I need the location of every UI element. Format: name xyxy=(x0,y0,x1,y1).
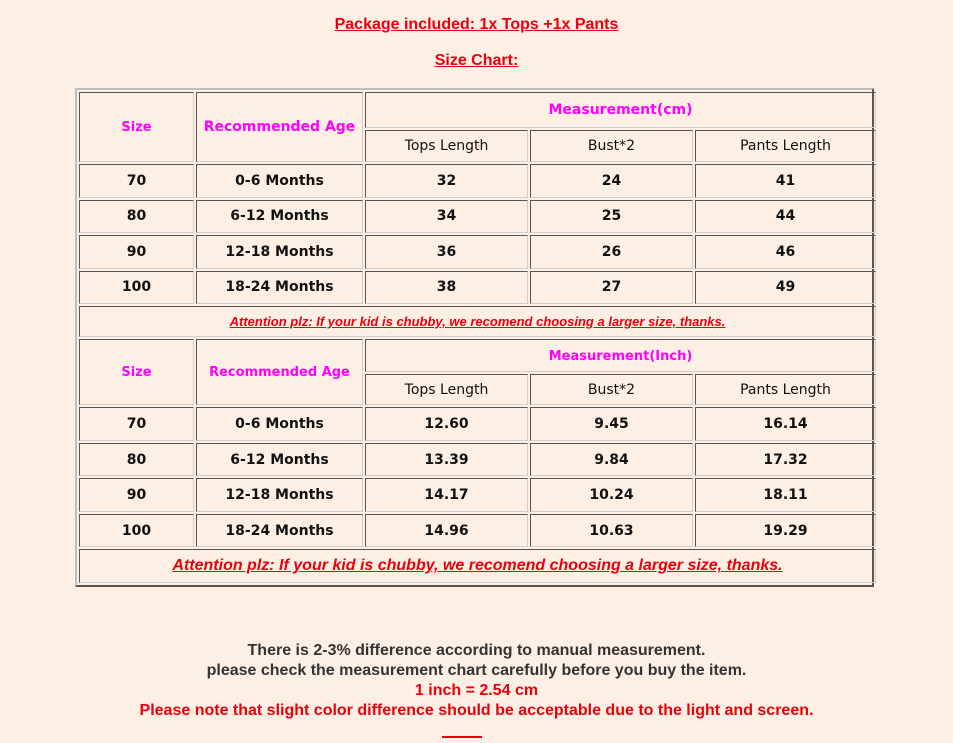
table-row xyxy=(79,443,876,477)
table-row xyxy=(79,407,876,441)
header-size-cm: Size xyxy=(79,92,194,162)
cell-size: 100 xyxy=(79,514,194,548)
package-included-heading: Package included: 1x Tops +1x Pants xyxy=(334,16,619,33)
cell-bust: 9.84 xyxy=(530,443,693,477)
cell-bust: 10.63 xyxy=(530,514,693,548)
table-row xyxy=(79,514,876,548)
size-chart-heading: Size Chart: xyxy=(434,52,519,69)
cell-size: 90 xyxy=(79,478,194,512)
cell-pants-length: 49 xyxy=(695,271,876,305)
cell-bust: 25 xyxy=(530,200,693,234)
cell-pants-length: 19.29 xyxy=(695,514,876,548)
cell-bust: 9.45 xyxy=(530,407,693,441)
footer-measurement-difference: There is 2-3% difference according to manual measurement. xyxy=(247,642,706,659)
cell-bust: 10.24 xyxy=(530,478,693,512)
cell-size: 90 xyxy=(79,235,194,269)
cell-tops-length: 12.60 xyxy=(365,407,528,441)
cell-pants-length: 17.32 xyxy=(695,443,876,477)
cell-age: 0-6 Months xyxy=(196,407,363,441)
subheader-pants-length-inch: Pants Length xyxy=(695,374,876,405)
cell-pants-length: 46 xyxy=(695,235,876,269)
cell-tops-length: 14.17 xyxy=(365,478,528,512)
cell-size: 70 xyxy=(79,407,194,441)
cell-size: 80 xyxy=(79,200,194,234)
footer-inch-conversion: 1 inch = 2.54 cm xyxy=(414,682,539,699)
subheader-pants-length-cm: Pants Length xyxy=(695,130,876,162)
cell-size: 80 xyxy=(79,443,194,477)
table-row xyxy=(79,200,876,234)
cell-pants-length: 41 xyxy=(695,164,876,198)
cell-age: 12-18 Months xyxy=(196,235,363,269)
header-measurement-inch: Measurement(Inch) xyxy=(365,339,876,371)
footer-color-difference: Please note that slight color difference should be acceptable due to the light and screen. xyxy=(139,702,814,719)
cell-size: 70 xyxy=(79,164,194,198)
cut-off-underline xyxy=(442,736,482,741)
cell-pants-length: 44 xyxy=(695,200,876,234)
cell-bust: 27 xyxy=(530,271,693,305)
subheader-tops-length-cm: Tops Length xyxy=(365,130,528,162)
header-measurement-cm: Measurement(cm) xyxy=(365,92,876,128)
header-age-inch: Recommended Age xyxy=(196,339,363,405)
cell-tops-length: 36 xyxy=(365,235,528,269)
table-row xyxy=(79,235,876,269)
size-chart-table xyxy=(75,88,874,587)
cell-pants-length: 16.14 xyxy=(695,407,876,441)
cell-tops-length: 38 xyxy=(365,271,528,305)
cell-tops-length: 14.96 xyxy=(365,514,528,548)
cell-age: 6-12 Months xyxy=(196,200,363,234)
cell-pants-length: 18.11 xyxy=(695,478,876,512)
header-age-cm: Recommended Age xyxy=(196,92,363,162)
cell-bust: 26 xyxy=(530,235,693,269)
cell-tops-length: 13.39 xyxy=(365,443,528,477)
cell-size: 100 xyxy=(79,271,194,305)
table-row xyxy=(79,478,876,512)
subheader-bust-cm: Bust*2 xyxy=(530,130,693,162)
cell-age: 6-12 Months xyxy=(196,443,363,477)
attention-note-inch: Attention plz: If your kid is chubby, we recomend choosing a larger size, thanks. xyxy=(79,549,876,583)
table-row xyxy=(79,271,876,305)
cell-age: 12-18 Months xyxy=(196,478,363,512)
cell-age: 18-24 Months xyxy=(196,271,363,305)
attention-note-cm: Attention plz: If your kid is chubby, we recomend choosing a larger size, thanks. xyxy=(79,306,876,337)
cell-tops-length: 34 xyxy=(365,200,528,234)
cell-bust: 24 xyxy=(530,164,693,198)
subheader-bust-inch: Bust*2 xyxy=(530,374,693,405)
subheader-tops-length-inch: Tops Length xyxy=(365,374,528,405)
footer-check-chart: please check the measurement chart carefully before you buy the item. xyxy=(206,662,747,679)
cell-tops-length: 32 xyxy=(365,164,528,198)
cell-age: 0-6 Months xyxy=(196,164,363,198)
table-row xyxy=(79,164,876,198)
cell-age: 18-24 Months xyxy=(196,514,363,548)
header-size-inch: Size xyxy=(79,339,194,405)
